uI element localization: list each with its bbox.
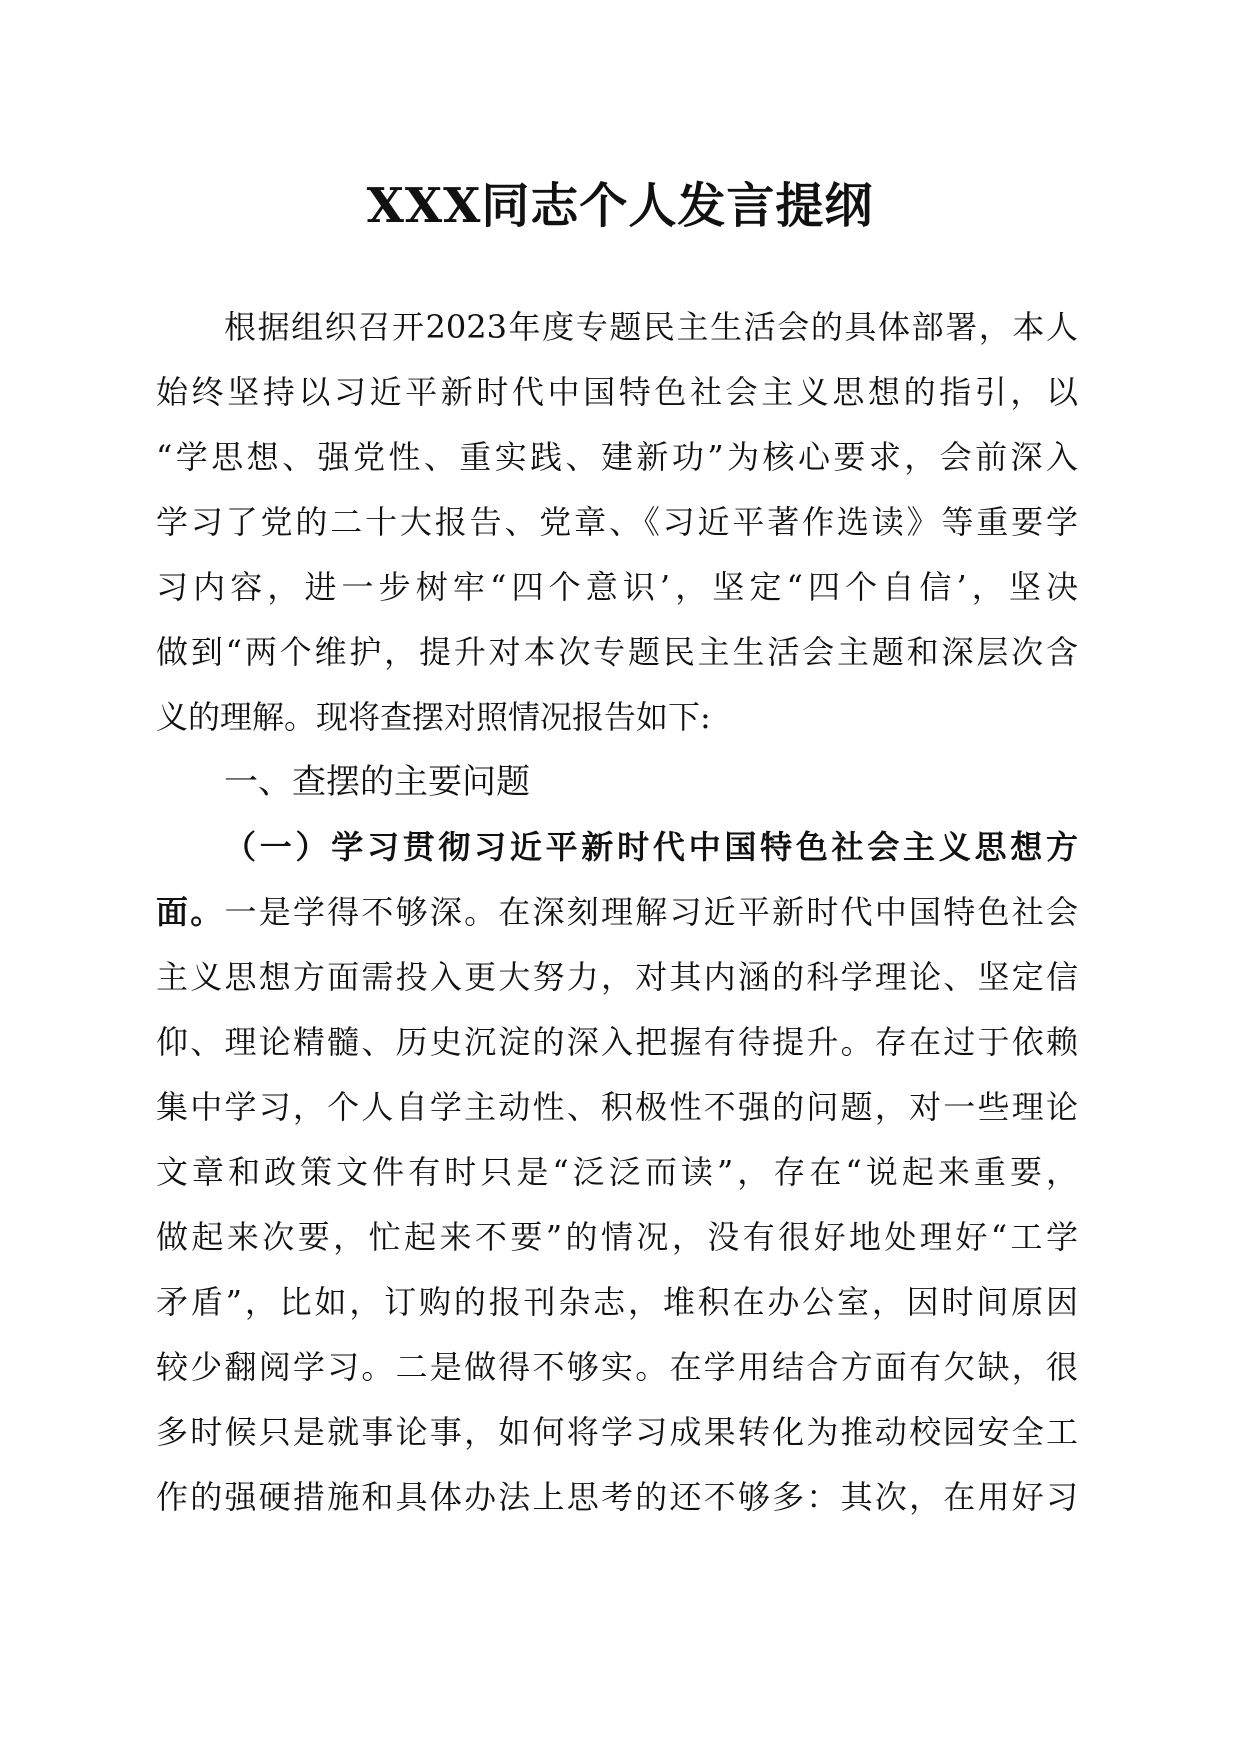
subsection-heading-end: 面。 <box>156 893 225 931</box>
document-body <box>156 295 1078 1530</box>
body-line: 矛盾”，比如，订购的报刊杂志，堆积在办公室，因时间原因 <box>156 1283 1078 1321</box>
body-line: 做起来次要，忙起来不要”的情况，没有很好地处理好“工学 <box>156 1218 1078 1256</box>
intro-line: “学思想、强党性、重实践、建新功”为核心要求，会前深入 <box>156 438 1078 476</box>
intro-line: 义的理解。现将查摆对照情况报告如下: <box>156 698 711 736</box>
intro-line: 做到“两个维护，提升对本次专题民主生活会主题和深层次含 <box>156 633 1078 671</box>
body-line: 集中学习，个人自学主动性、积极性不强的问题，对一些理论 <box>156 1088 1078 1126</box>
intro-line: 根据组织召开2023年度专题民主生活会的具体部署，本人 <box>224 308 1078 346</box>
document-title: XXX同志个人发言提纲 <box>366 178 874 234</box>
section-heading: 一、查摆的主要问题 <box>224 762 530 802</box>
body-line: 仰、理论精髓、历史沉淀的深入把握有待提升。存在过于依赖 <box>156 1023 1078 1061</box>
body-line <box>156 880 1078 945</box>
body-line: 较少翻阅学习。二是做得不够实。在学用结合方面有欠缺，很 <box>156 1348 1078 1386</box>
body-line: 作的强硬措施和具体办法上思考的还不够多：其次，在用好习 <box>156 1478 1078 1516</box>
body-line: 主义思想方面需投入更大努力，对其内涵的科学理论、坚定信 <box>156 958 1078 996</box>
intro-line: 始终坚持以习近平新时代中国特色社会主义思想的指引，以 <box>156 373 1078 411</box>
body-text: 一是学得不够深。在深刻理解习近平新时代中国特色社会 <box>224 893 1078 931</box>
body-line: 多时候只是就事论事，如何将学习成果转化为推动校园安全工 <box>156 1413 1078 1451</box>
subsection-heading: （一）学习贯彻习近平新时代中国特色社会主义思想方 <box>224 828 1078 866</box>
intro-line: 习内容，进一步树牢“四个意识’，坚定“四个自信’，坚决 <box>156 568 1078 606</box>
intro-line: 学习了党的二十大报告、党章、《习近平著作选读》等重要学 <box>156 503 1078 541</box>
body-line: 文章和政策文件有时只是“泛泛而读”，存在“说起来重要， <box>156 1153 1078 1191</box>
